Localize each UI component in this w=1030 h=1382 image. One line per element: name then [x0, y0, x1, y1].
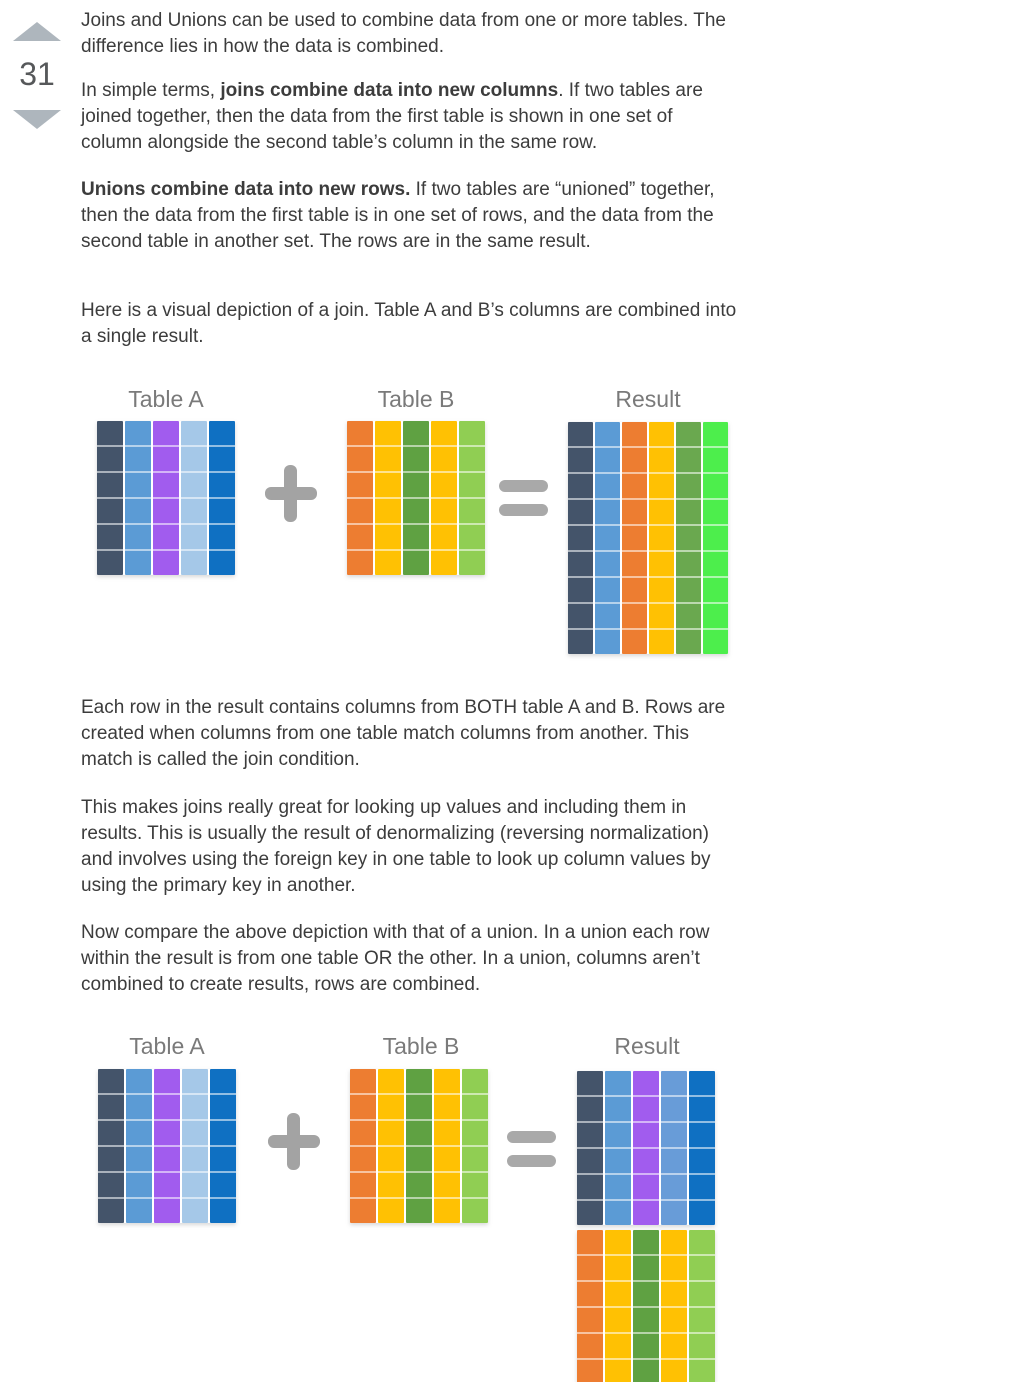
paragraph-text: In simple terms,: [81, 80, 221, 101]
joins-bold-text: joins combine data into new columns: [220, 80, 559, 101]
paragraph-join-rows: [81, 695, 737, 773]
union-table-b-grid: [350, 1069, 488, 1223]
join-table-a-grid: [97, 421, 235, 575]
plus-icon: [265, 465, 317, 522]
union-result-grid-bottom: [577, 1230, 715, 1382]
paragraph-text: . If two tables are joined together, then the data from the first table is shown in one set of column alongside the second table’s column in the same row.: [81, 80, 703, 153]
paragraph-text: Each row in the result contains columns from BOTH table A and B. Rows are created when columns from one table match columns from another. This match is called the join condition.: [81, 697, 726, 770]
page-number: 31: [19, 56, 55, 92]
join-result-grid: [568, 422, 728, 654]
paragraph-text: Here is a visual depiction of a join. Table A and B’s columns are combined into a single result.: [81, 300, 737, 347]
join-table-b-grid: [347, 421, 485, 575]
join-table-b-label: Table B: [377, 386, 455, 412]
paragraph-text: Now compare the above depiction with that of a union. In a union each row within the result is from one table OR the other. In a union, columns aren’t combined to create results, rows are combined.: [81, 922, 710, 995]
union-result-grid-top: [577, 1071, 715, 1225]
equals-icon: [499, 480, 548, 516]
join-table-a-label: Table A: [128, 386, 204, 412]
paragraph-unions: [81, 177, 737, 255]
page-down-arrow-icon[interactable]: [13, 110, 61, 129]
join-result-label: Result: [615, 386, 681, 412]
union-table-a-grid: [98, 1069, 236, 1223]
union-result-label: Result: [614, 1033, 680, 1059]
paragraph-text: If two tables are “unioned” together, then the data from the first table is in one set of rows, and the data from the second table in another set. The rows are in the same result.: [81, 179, 715, 252]
paragraph-join-lookup: [81, 795, 737, 899]
paragraph-joins: [81, 78, 737, 156]
unions-bold-text: Unions combine data into new rows.: [81, 179, 411, 200]
plus-icon: [268, 1113, 320, 1170]
paragraph-union-compare: [81, 920, 737, 998]
paragraph-join-depiction: [81, 298, 737, 350]
paragraph-text: Joins and Unions can be used to combine data from one or more tables. The difference lies in how the data is combined.: [81, 10, 726, 57]
page-up-arrow-icon[interactable]: [13, 22, 61, 41]
paragraph-text: This makes joins really great for looking up values and including them in results. This is usually the result of denormalizing (reversing normalization) and involves using the foreign key in one table to look up column values by using the primary key in another.: [81, 797, 711, 896]
union-table-a-label: Table A: [129, 1033, 205, 1059]
equals-icon: [507, 1131, 556, 1167]
union-table-b-label: Table B: [382, 1033, 460, 1059]
paragraph-intro: [81, 8, 737, 60]
